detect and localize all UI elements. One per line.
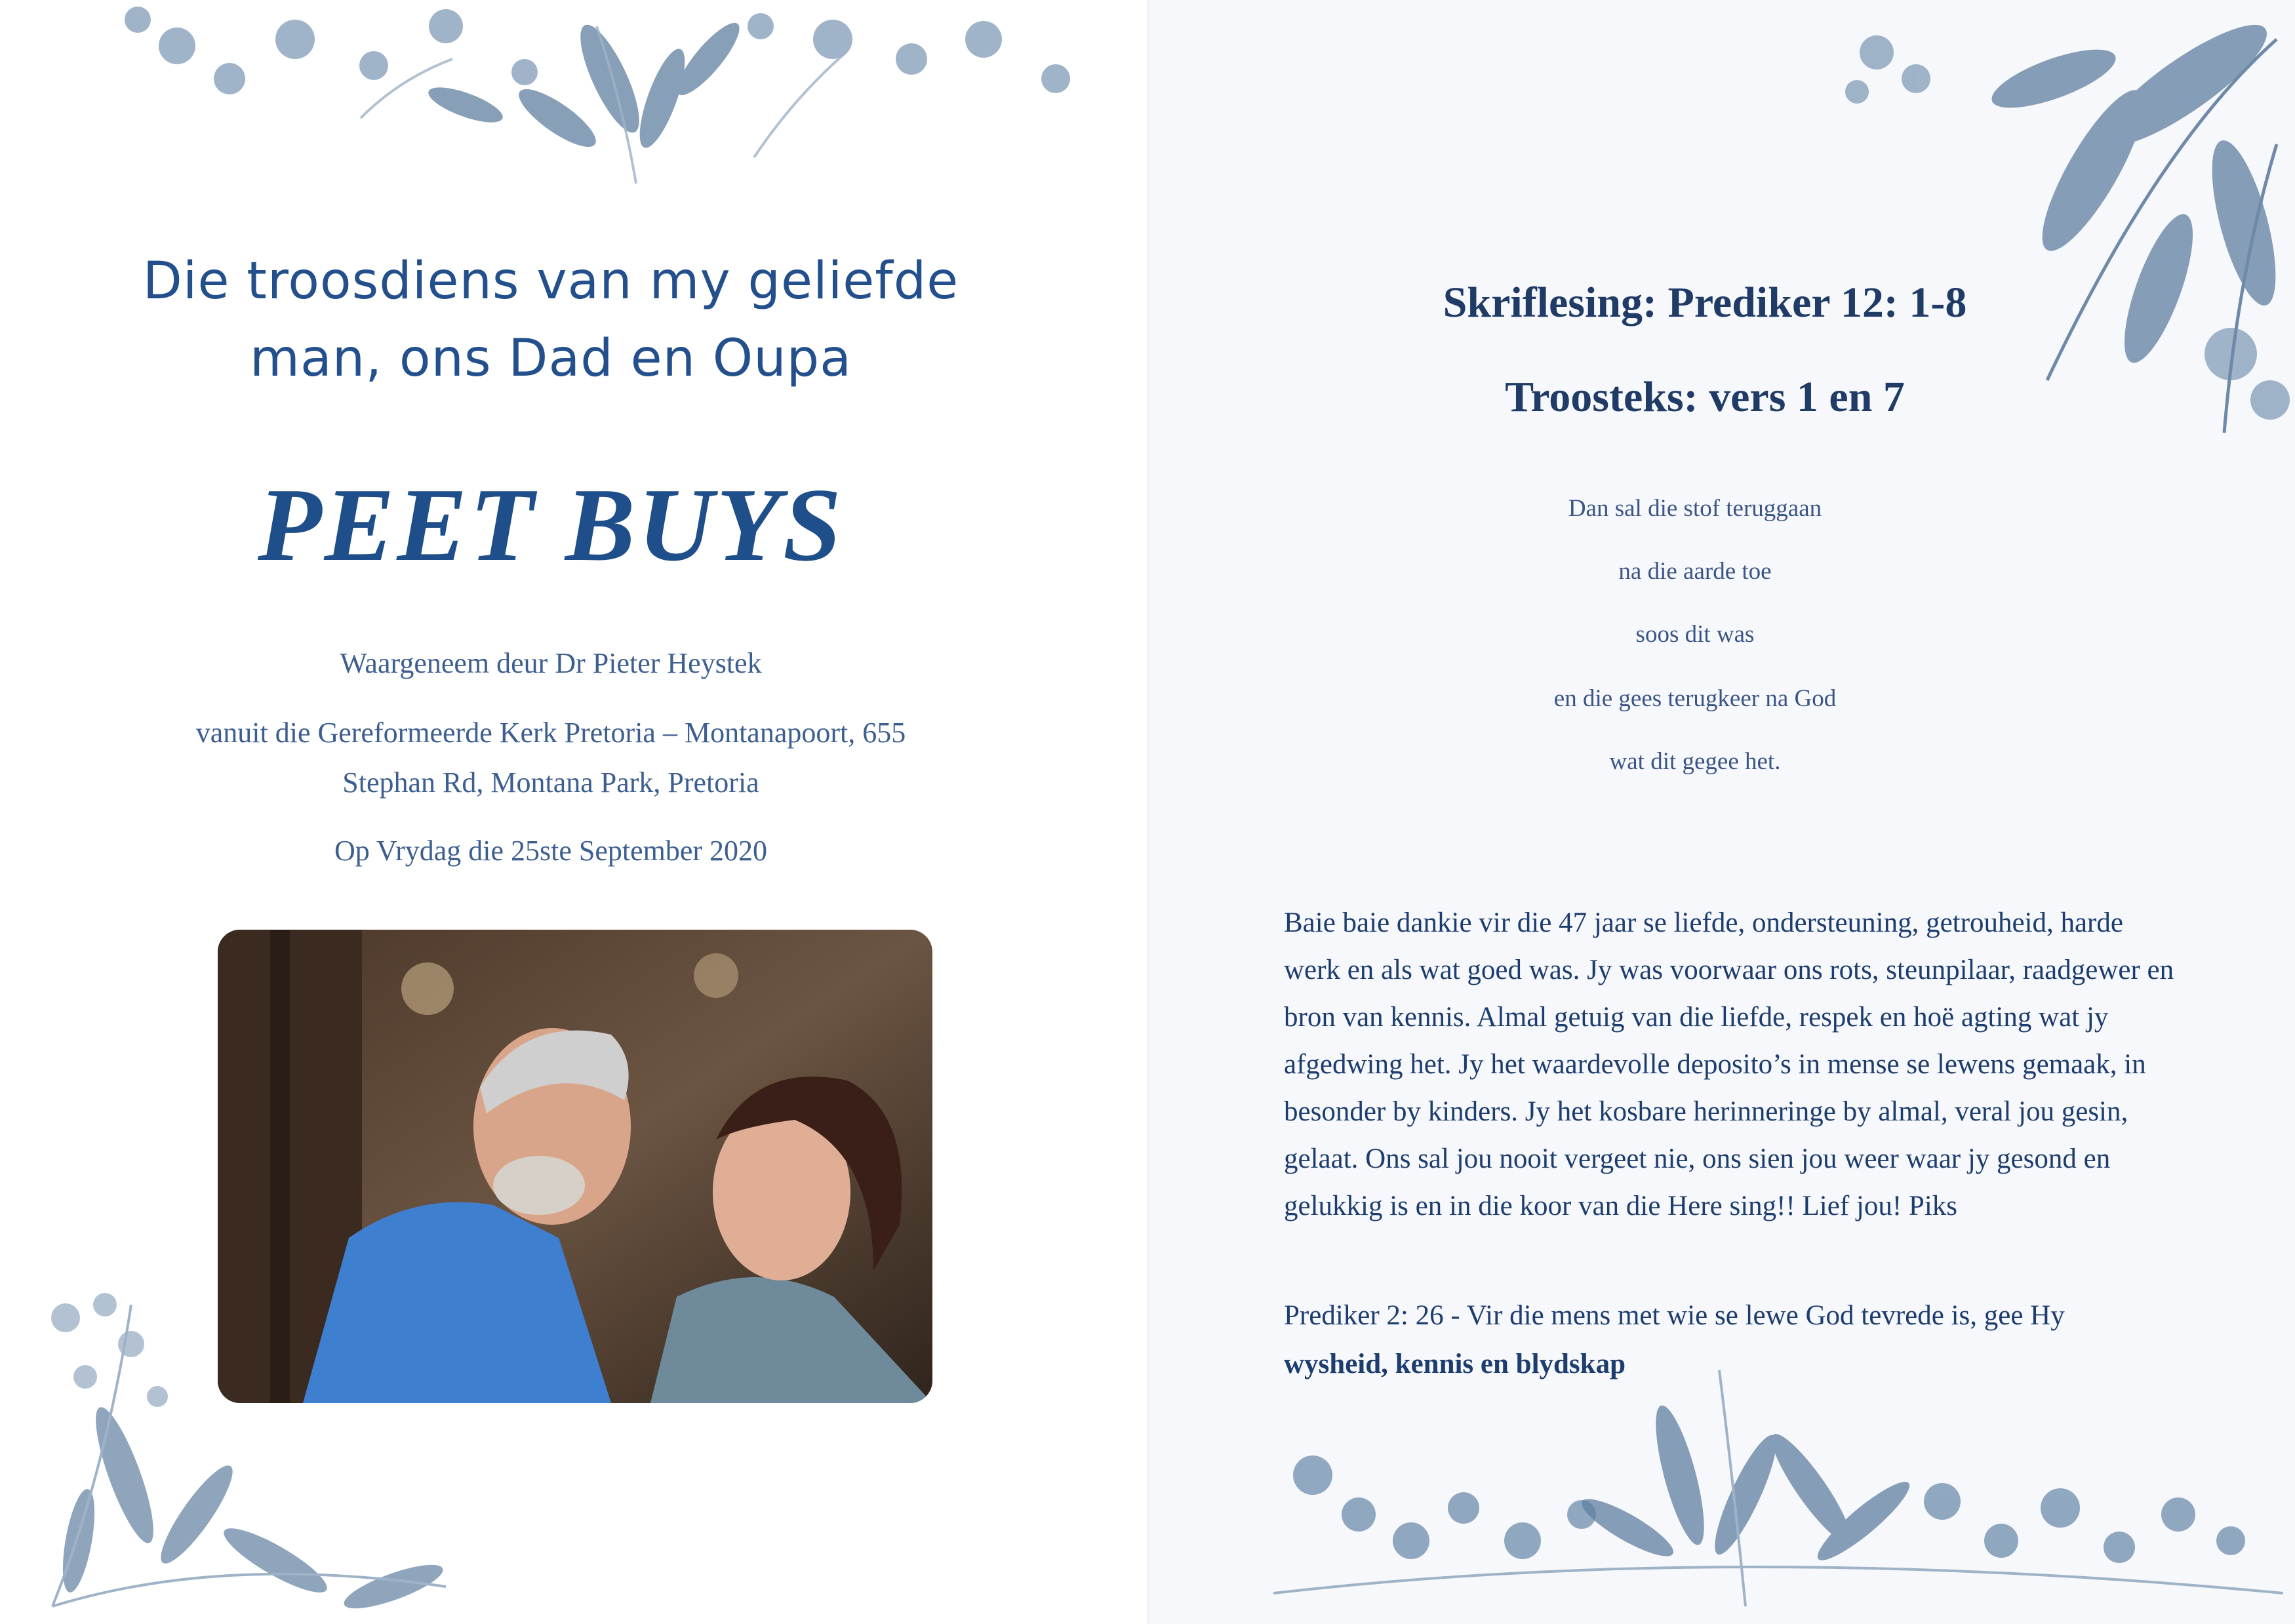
officiant-text: Waargeneem deur Dr Pieter Heystek [340,647,762,679]
service-date: Op Vrydag die 25ste September 2020 [334,835,768,867]
service-title-line-2: man, ons Dad en Oupa [250,329,852,388]
service-title-line-1: Die troosdiens van my geliefde [142,252,959,311]
top-foliage-decoration [98,0,1115,197]
venue-line-1: vanuit die Gereformeerde Kerk Pretoria – Montanapoort, 655 [195,717,906,749]
bottom-left-foliage-decoration [26,1278,616,1619]
prediker-quote-emphasis: wysheid, kennis en blydskap [1284,1349,1626,1379]
right-page [1149,0,2295,1624]
verse-line: en die gees terugkeer na God [1553,685,1837,712]
deceased-name: PEET BUYS [258,466,844,583]
comfort-text-heading: Troosteks: vers 1 en 7 [1505,373,1905,421]
verse-line: na die aarde toe [1618,558,1772,585]
verse-line: Dan sal die stof teruggaan [1568,495,1822,522]
venue-line-2: Stephan Rd, Montana Park, Pretoria [342,766,759,799]
bottom-foliage-decoration [1273,1344,2283,1624]
verse-line: wat dit gegee het. [1609,748,1781,775]
verse-line: soos dit was [1635,621,1755,648]
prediker-quote-text: Prediker 2: 26 - Vir die mens met wie se lewe God tevrede is, gee Hy [1284,1300,2065,1331]
tribute-paragraph: Baie baie dankie vir die 47 jaar se liefde, ondersteuning, getrouheid, harde werk en als wat goed was. Jy was voorwaar ons rots, steunpilaar, raadgewer en bron van kennis. Almal getuig van die liefde, respek en hoë agting wat jy afgedwing het. Jy het waardevolle deposito’s in mense se lewens gemaak, in besonder by kinders. Jy het kosbare herinneringe by almal, veral jou gesin, gelaat. Ons sal jou nooit vergeet nie, ons sien jou weer waar jy gesond en gelukkig is en in die koor van die Here sing!! Lief jou! Piks [1284,907,2174,1221]
service-title [66,243,1036,397]
scripture-reading-heading: Skriflesing: Prediker 12: 1-8 [1443,279,1967,327]
